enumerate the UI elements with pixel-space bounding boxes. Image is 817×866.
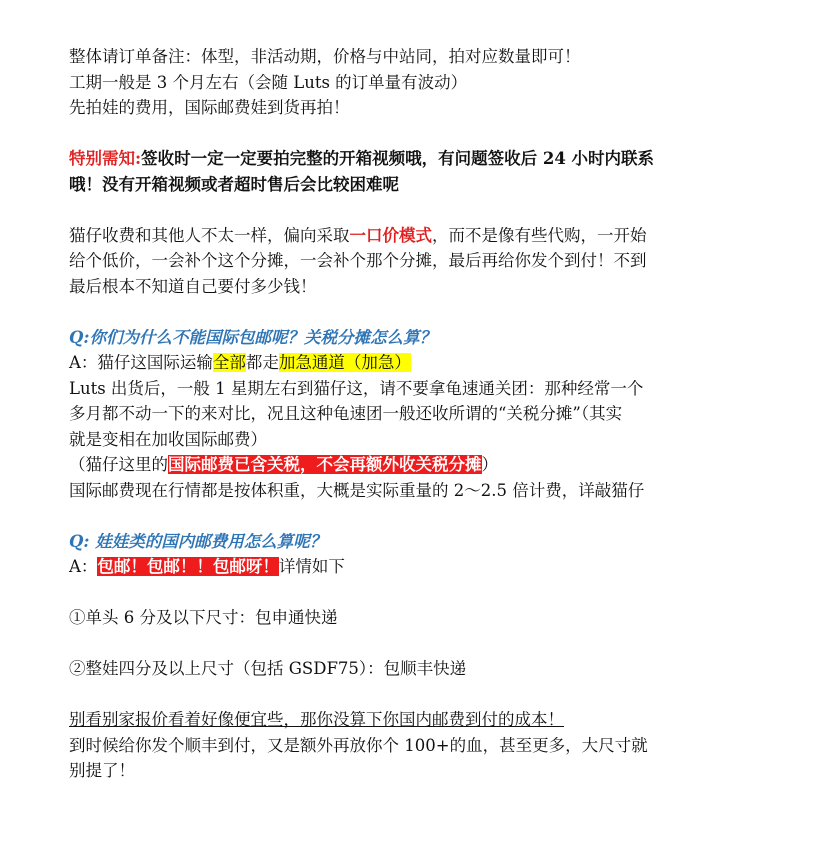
- intro-line-2: 工期一般是 3 个月左右（会随 Luts 的订单量有波动）: [69, 72, 468, 92]
- spacer: [69, 682, 749, 708]
- faq1-highlight-1: 全部: [212, 353, 246, 372]
- spacer: [69, 631, 749, 657]
- faq1-line5-highlight: 国际邮费已含关税，不会再额外收关税分摊: [168, 455, 482, 474]
- faq1-highlight-2: 加急通道（加急）: [278, 353, 411, 372]
- spacer: [69, 580, 749, 606]
- faq1-answer-mid: 都走: [245, 353, 279, 372]
- faq1-answer-line-2: Luts 出货后，一般 1 星期左右到猫仔这，请不要拿龟速通关团：那种经常一个: [69, 378, 644, 398]
- pricing-line-2: 给个低价，一会补个这个分摊，一会补个那个分摊，最后再给你发个到付！不到: [69, 251, 647, 270]
- notice-label: 特别需知:: [69, 149, 142, 168]
- intro-line-3: 先拍娃的费用，国际邮费娃到货再拍！: [69, 98, 350, 117]
- spacer: [69, 503, 749, 529]
- pricing-text-post: ，而不是像有些代购，一开始: [432, 225, 647, 245]
- closing-line-1: 别看别家报价看着好像便宜些，那你没算下你国内邮费到付的成本！: [69, 710, 564, 729]
- faq1-answer-line-5: [69, 452, 749, 478]
- faq2-answer-line-1: [69, 554, 749, 580]
- pricing-highlight: 一口价模式: [349, 225, 432, 245]
- faq1-answer-line-1: [69, 350, 749, 376]
- faq1-answer-line-3: 多月都不动一下的来对比，况且这种龟速团一般还收所谓的“关税分摊”（其实: [69, 404, 623, 423]
- faq1-question: Q:你们为什么不能国际包邮呢？关税分摊怎么算？: [69, 327, 436, 347]
- intro-line-1: 整体请订单备注：体型，非活动期，价格与中站同，拍对应数量即可！: [69, 47, 581, 66]
- notice-text-1: 签收时一定一定要拍完整的开箱视频哦，有问题签收后 24 小时内联系: [141, 149, 655, 168]
- spacer: [69, 299, 749, 325]
- faq2-question: Q: 娃娃类的国内邮费用怎么算呢？: [69, 531, 327, 551]
- spacer: [69, 121, 749, 147]
- closing-line-2: 到时候给你发个顺丰到付，又是额外再放你个 100+的血，甚至更多，大尺寸就: [69, 735, 648, 755]
- faq1-line5-post: ）: [481, 455, 498, 474]
- pricing-line-3: 最后根本不知道自己要付多少钱！: [69, 276, 317, 296]
- pricing-line-1: [69, 223, 749, 249]
- faq1-line5-pre: （猫仔这里的: [69, 455, 168, 474]
- faq1-answer-prefix: A：猫仔这国际运输: [69, 353, 213, 372]
- faq1-answer-line-6: 国际邮费现在行情都是按体积重，大概是实际重量的 2～2.5 倍计费，详敲猫仔: [69, 480, 645, 500]
- faq1-answer-line-4: 就是变相在加收国际邮费）: [69, 429, 267, 449]
- document-body: [69, 44, 749, 784]
- faq2-item-1: ①单头 6 分及以下尺寸：包申通快递: [69, 608, 338, 627]
- faq2-answer-post: 详情如下: [278, 557, 345, 576]
- pricing-text-pre: 猫仔收费和其他人不太一样，偏向采取: [69, 225, 350, 245]
- faq2-highlight: 包邮！包邮！！包邮呀！: [97, 557, 279, 576]
- notice-line-2: 哦！没有开箱视频或者超时售后会比较困难呢: [69, 174, 399, 194]
- faq2-answer-prefix: A：: [69, 557, 98, 576]
- faq2-item-2: ②整娃四分及以上尺寸（包括 GSDF75）：包顺丰快递: [69, 659, 467, 678]
- notice-line-1: [69, 146, 749, 172]
- closing-line-3: 别提了！: [69, 761, 135, 780]
- spacer: [69, 197, 749, 223]
